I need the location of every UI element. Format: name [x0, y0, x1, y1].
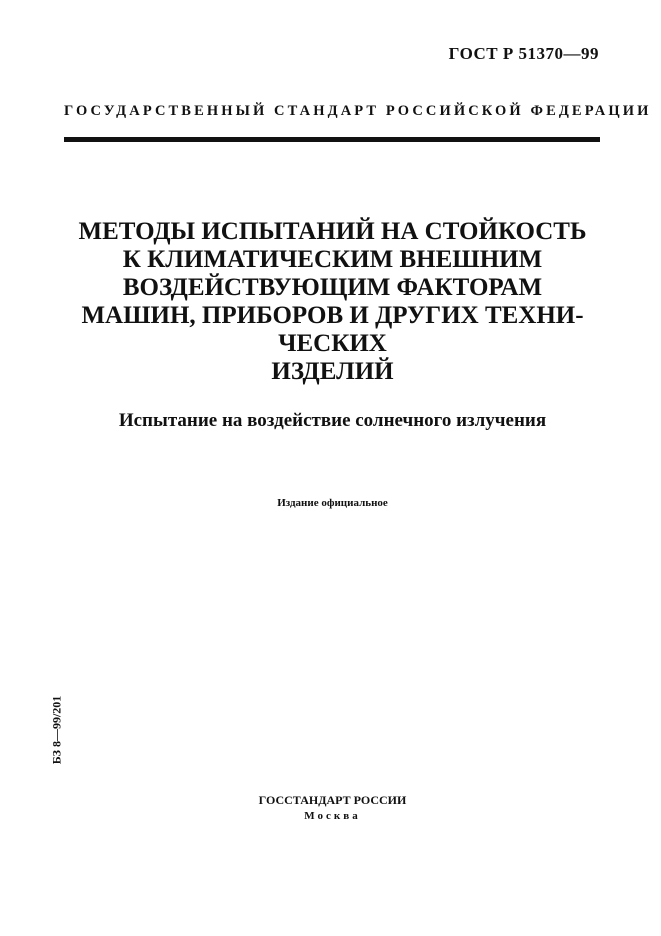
document-title: [60, 218, 605, 386]
title-line: МАШИН, ПРИБОРОВ И ДРУГИХ ТЕХНИ-: [81, 302, 584, 329]
title-line: ВОЗДЕЙСТВУЮЩИМ ФАКТОРАМ: [122, 274, 543, 301]
header-divider: [64, 137, 600, 142]
document-subtitle: Испытание на воздействие солнечного излучения: [118, 410, 547, 431]
title-line: МЕТОДЫ ИСПЫТАНИЙ НА СТОЙКОСТЬ: [78, 218, 587, 245]
publication-city: Москва: [304, 810, 361, 822]
state-standard-heading: ГОСУДАРСТВЕННЫЙ СТАНДАРТ РОССИЙСКОЙ ФЕДЕРАЦИИ: [64, 103, 652, 119]
title-line: К КЛИМАТИЧЕСКИМ ВНЕШНИМ: [122, 246, 543, 273]
title-line: ЧЕСКИХ: [278, 330, 387, 357]
gost-number: ГОСТ Р 51370—99: [448, 44, 599, 63]
title-line: ИЗДЕЛИЙ: [271, 358, 394, 385]
side-code-text: БЗ 8—99/201: [49, 695, 64, 765]
publisher: ГОССТАНДАРТ РОССИИ: [258, 793, 407, 807]
edition-label: Издание официальное: [277, 497, 388, 509]
